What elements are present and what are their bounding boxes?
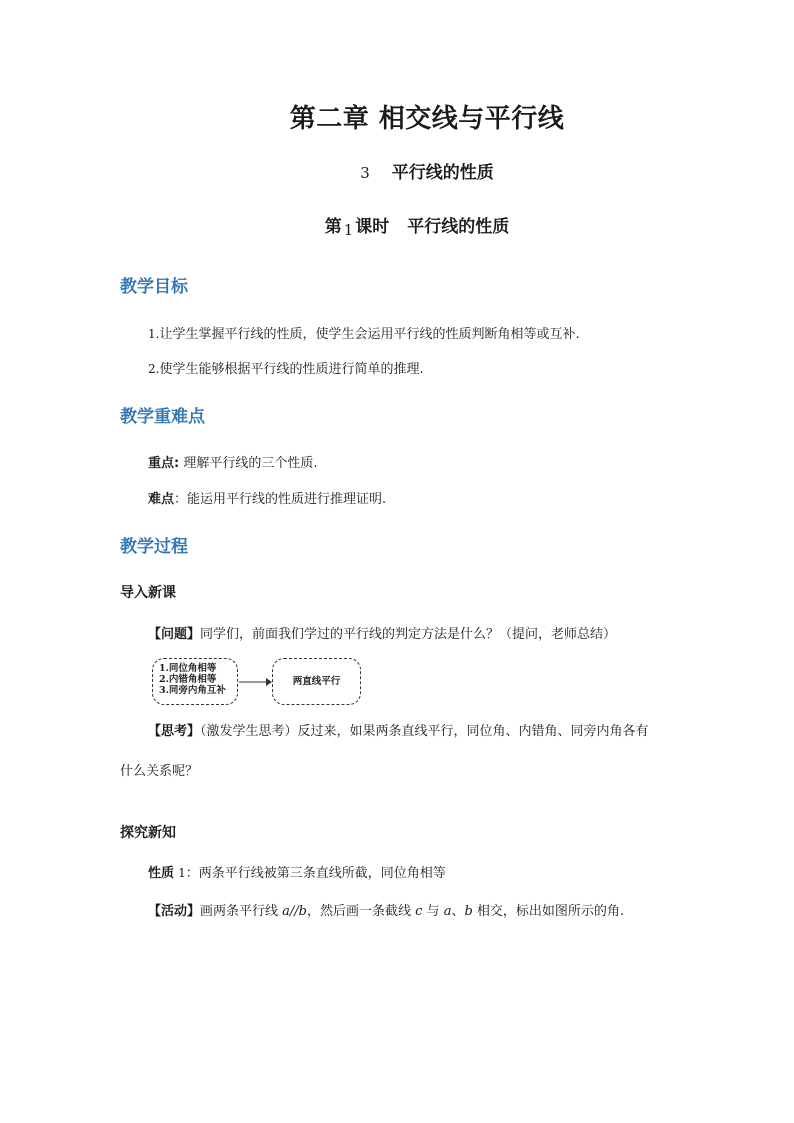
arrow-icon — [238, 676, 274, 688]
difficulty-label: 难点 — [148, 492, 175, 507]
condition-2: 2.内错角相等 — [159, 674, 217, 685]
property-line — [148, 862, 446, 881]
activity-text-5: 相交，标出如图所示的角. — [472, 904, 625, 919]
property-text: ：两条平行线被第三条直线所截，同位角相等 — [185, 866, 446, 881]
activity-text-2: ，然后画一条截线 — [307, 904, 416, 919]
activity-label: 【活动】 — [148, 904, 201, 919]
objective-text: 使学生能够根据平行线的性质进行简单的推理. — [159, 362, 424, 377]
conditions-box — [152, 658, 238, 705]
explore-heading: 探究新知 — [120, 825, 176, 841]
think-line-1 — [148, 720, 649, 739]
activity-text-1: 画两条平行线 — [200, 904, 283, 919]
chapter-title: 第二章 相交线与平行线 — [289, 104, 565, 134]
section-name: 平行线的性质 — [391, 163, 494, 183]
lesson-prefix: 第 — [324, 217, 342, 237]
result-box — [272, 658, 361, 705]
focus-text: 理解平行线的三个性质. — [179, 456, 318, 471]
condition-1: 1.同位角相等 — [159, 663, 217, 674]
math-a: a — [443, 904, 452, 919]
process-heading: 教学过程 — [120, 537, 188, 557]
activity-text-3: 与 — [422, 904, 444, 919]
lesson-name: 平行线的性质 — [407, 217, 510, 237]
key-points-heading: 教学重难点 — [120, 407, 205, 427]
condition-3: 3.同旁内角互补 — [159, 685, 226, 696]
difficulty-text: ：能运用平行线的性质进行推理证明. — [174, 492, 387, 507]
question-label: 【问题】 — [148, 627, 201, 642]
lesson-number: 1 — [343, 221, 354, 239]
math-a-parallel-b: a//b — [282, 904, 307, 919]
objective-text: 让学生掌握平行线的性质，使学生会运用平行线的性质判断角相等或互补. — [159, 327, 580, 342]
section-title — [0, 158, 794, 183]
math-c: c — [415, 904, 423, 919]
lesson-suffix: 课时 — [355, 217, 390, 237]
question-text: 同学们，前面我们学过的平行线的判定方法是什么？（提问，老师总结） — [200, 627, 617, 642]
activity-text-4: 、 — [451, 904, 465, 919]
objective-item-1 — [148, 323, 580, 342]
section-number: 3 — [360, 164, 370, 182]
lesson-title — [0, 212, 794, 237]
intro-heading: 导入新课 — [120, 585, 176, 601]
difficulty-line — [148, 488, 386, 507]
focus-line — [148, 452, 317, 471]
result-text: 两直线平行 — [292, 676, 341, 687]
property-label: 性质 — [148, 866, 175, 881]
focus-label: 重点: — [148, 456, 180, 471]
objective-number: 2. — [148, 362, 160, 376]
activity-line — [148, 900, 624, 919]
objective-number: 1. — [148, 327, 160, 341]
question-line — [148, 623, 616, 642]
think-line-2: 什么关系呢？ — [120, 764, 199, 779]
objective-item-2 — [148, 358, 424, 377]
property-number: 1 — [178, 866, 186, 880]
think-label: 【思考】 — [148, 724, 201, 739]
math-b: b — [464, 904, 473, 919]
think-text-1: （激发学生思考）反过来，如果两条直线平行，同位角、内错角、同旁内角各有 — [200, 724, 649, 739]
objectives-heading: 教学目标 — [120, 277, 188, 297]
